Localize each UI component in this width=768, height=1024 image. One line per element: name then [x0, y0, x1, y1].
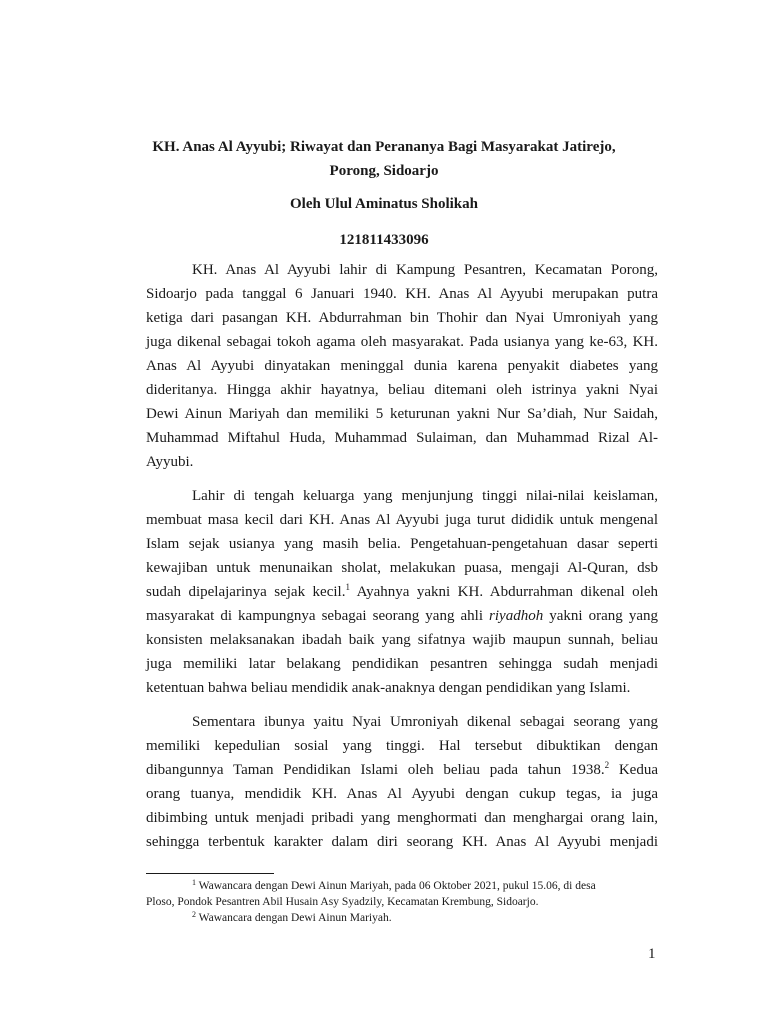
footnote-mark: 2	[192, 910, 196, 919]
body-line	[146, 605, 658, 628]
body-line: sehingga terbentuk karakter dalam diri seorang KH. Anas Al Ayyubi menjadi	[146, 834, 658, 850]
body-text: Kedua	[618, 762, 658, 778]
footnote-mark: 1	[192, 878, 196, 887]
body-line: dibimbing untuk menjadi pribadi yang menghormati dan menghargai orang lain,	[146, 810, 658, 826]
title-line-2: Porong, Sidoarjo	[329, 163, 439, 179]
page-number: 1	[648, 946, 656, 962]
footnote-text: Wawancara dengan Dewi Ainun Mariyah, pada 06 Oktober 2021, pukul 15.06, di desa	[198, 880, 596, 892]
body-text: yakni orang yang	[549, 608, 658, 624]
body-line: Anas Al Ayyubi dinyatakan meninggal dunia karena penyakit diabetes yang	[146, 358, 658, 374]
body-line: dideritanya. Hingga akhir hayatnya, beliau ditemani oleh istrinya yakni Nyai	[146, 382, 658, 398]
body-text: Ayahnya yakni KH. Abdurrahman dikenal oleh	[356, 584, 658, 600]
body-line: Lahir di tengah keluarga yang menjunjung tinggi nilai-nilai keislaman,	[192, 488, 658, 504]
body-text: sudah dipelajarinya sejak kecil.	[146, 584, 346, 600]
italic-term: riyadhoh	[489, 608, 544, 624]
body-line: konsisten melaksanakan ibadah baik yang sifatnya wajib maupun sunnah, beliau	[146, 632, 658, 648]
body-line: ketentuan bahwa beliau mendidik anak-anaknya dengan pendidikan yang Islami.	[146, 680, 631, 696]
body-line: Dewi Ainun Mariyah dan memiliki 5 keturunan yakni Nur Sa’diah, Nur Saidah,	[146, 406, 658, 422]
body-line: juga memiliki latar belakang pendidikan pesantren sehingga sudah menjadi	[146, 656, 658, 672]
body-line: membuat masa kecil dari KH. Anas Al Ayyubi juga turut dididik untuk mengenal	[146, 512, 658, 528]
body-line: Islam sejak usianya yang masih belia. Pengetahuan-pengetahuan dasar seperti	[146, 536, 658, 552]
body-line	[146, 581, 658, 604]
footnote-1	[192, 878, 658, 894]
body-text: masyarakat di kampungnya sebagai seorang yang ahli	[146, 608, 483, 624]
author-line: Oleh Ulul Aminatus Sholikah	[290, 196, 478, 212]
body-text: dibangunnya Taman Pendidikan Islami oleh beliau pada tahun 1938.	[146, 762, 605, 778]
student-id: 121811433096	[339, 232, 429, 248]
body-line: KH. Anas Al Ayyubi lahir di Kampung Pesantren, Kecamatan Porong,	[192, 262, 658, 278]
footnote-separator	[146, 873, 274, 874]
footnote-1-continued: Ploso, Pondok Pesantren Abil Husain Asy Syadzily, Kecamatan Krembung, Sidoarjo.	[146, 896, 539, 908]
footnote-text: Wawancara dengan Dewi Ainun Mariyah.	[198, 912, 392, 924]
document-title	[0, 135, 768, 183]
body-line: Ayyubi.	[146, 454, 194, 470]
body-line: juga dikenal sebagai tokoh agama oleh masyarakat. Pada usianya yang ke-63, KH.	[146, 334, 658, 350]
body-line: Sidoarjo pada tanggal 6 Januari 1940. KH. Anas Al Ayyubi merupakan putra	[146, 286, 658, 302]
body-line: Muhammad Miftahul Huda, Muhammad Sulaiman, dan Muhammad Rizal Al-	[146, 430, 658, 446]
footnote-2	[192, 910, 658, 926]
footnote-ref[interactable]: 2	[604, 760, 610, 770]
body-line: ketiga dari pasangan KH. Abdurrahman bin Thohir dan Nyai Umroniyah yang	[146, 310, 658, 326]
body-line: kewajiban untuk menunaikan sholat, melakukan puasa, mengaji Al-Quran, dsb	[146, 560, 658, 576]
title-line-1: KH. Anas Al Ayyubi; Riwayat dan Perananya Bagi Masyarakat Jatirejo,	[152, 139, 616, 155]
body-line	[146, 759, 658, 782]
body-line: orang tuanya, mendidik KH. Anas Al Ayyubi dengan cukup tegas, ia juga	[146, 786, 658, 802]
footnote-ref[interactable]: 1	[345, 582, 350, 592]
body-line: Sementara ibunya yaitu Nyai Umroniyah dikenal sebagai seorang yang	[192, 714, 658, 730]
body-line: memiliki kepedulian sosial yang tinggi. Hal tersebut dibuktikan dengan	[146, 738, 658, 754]
